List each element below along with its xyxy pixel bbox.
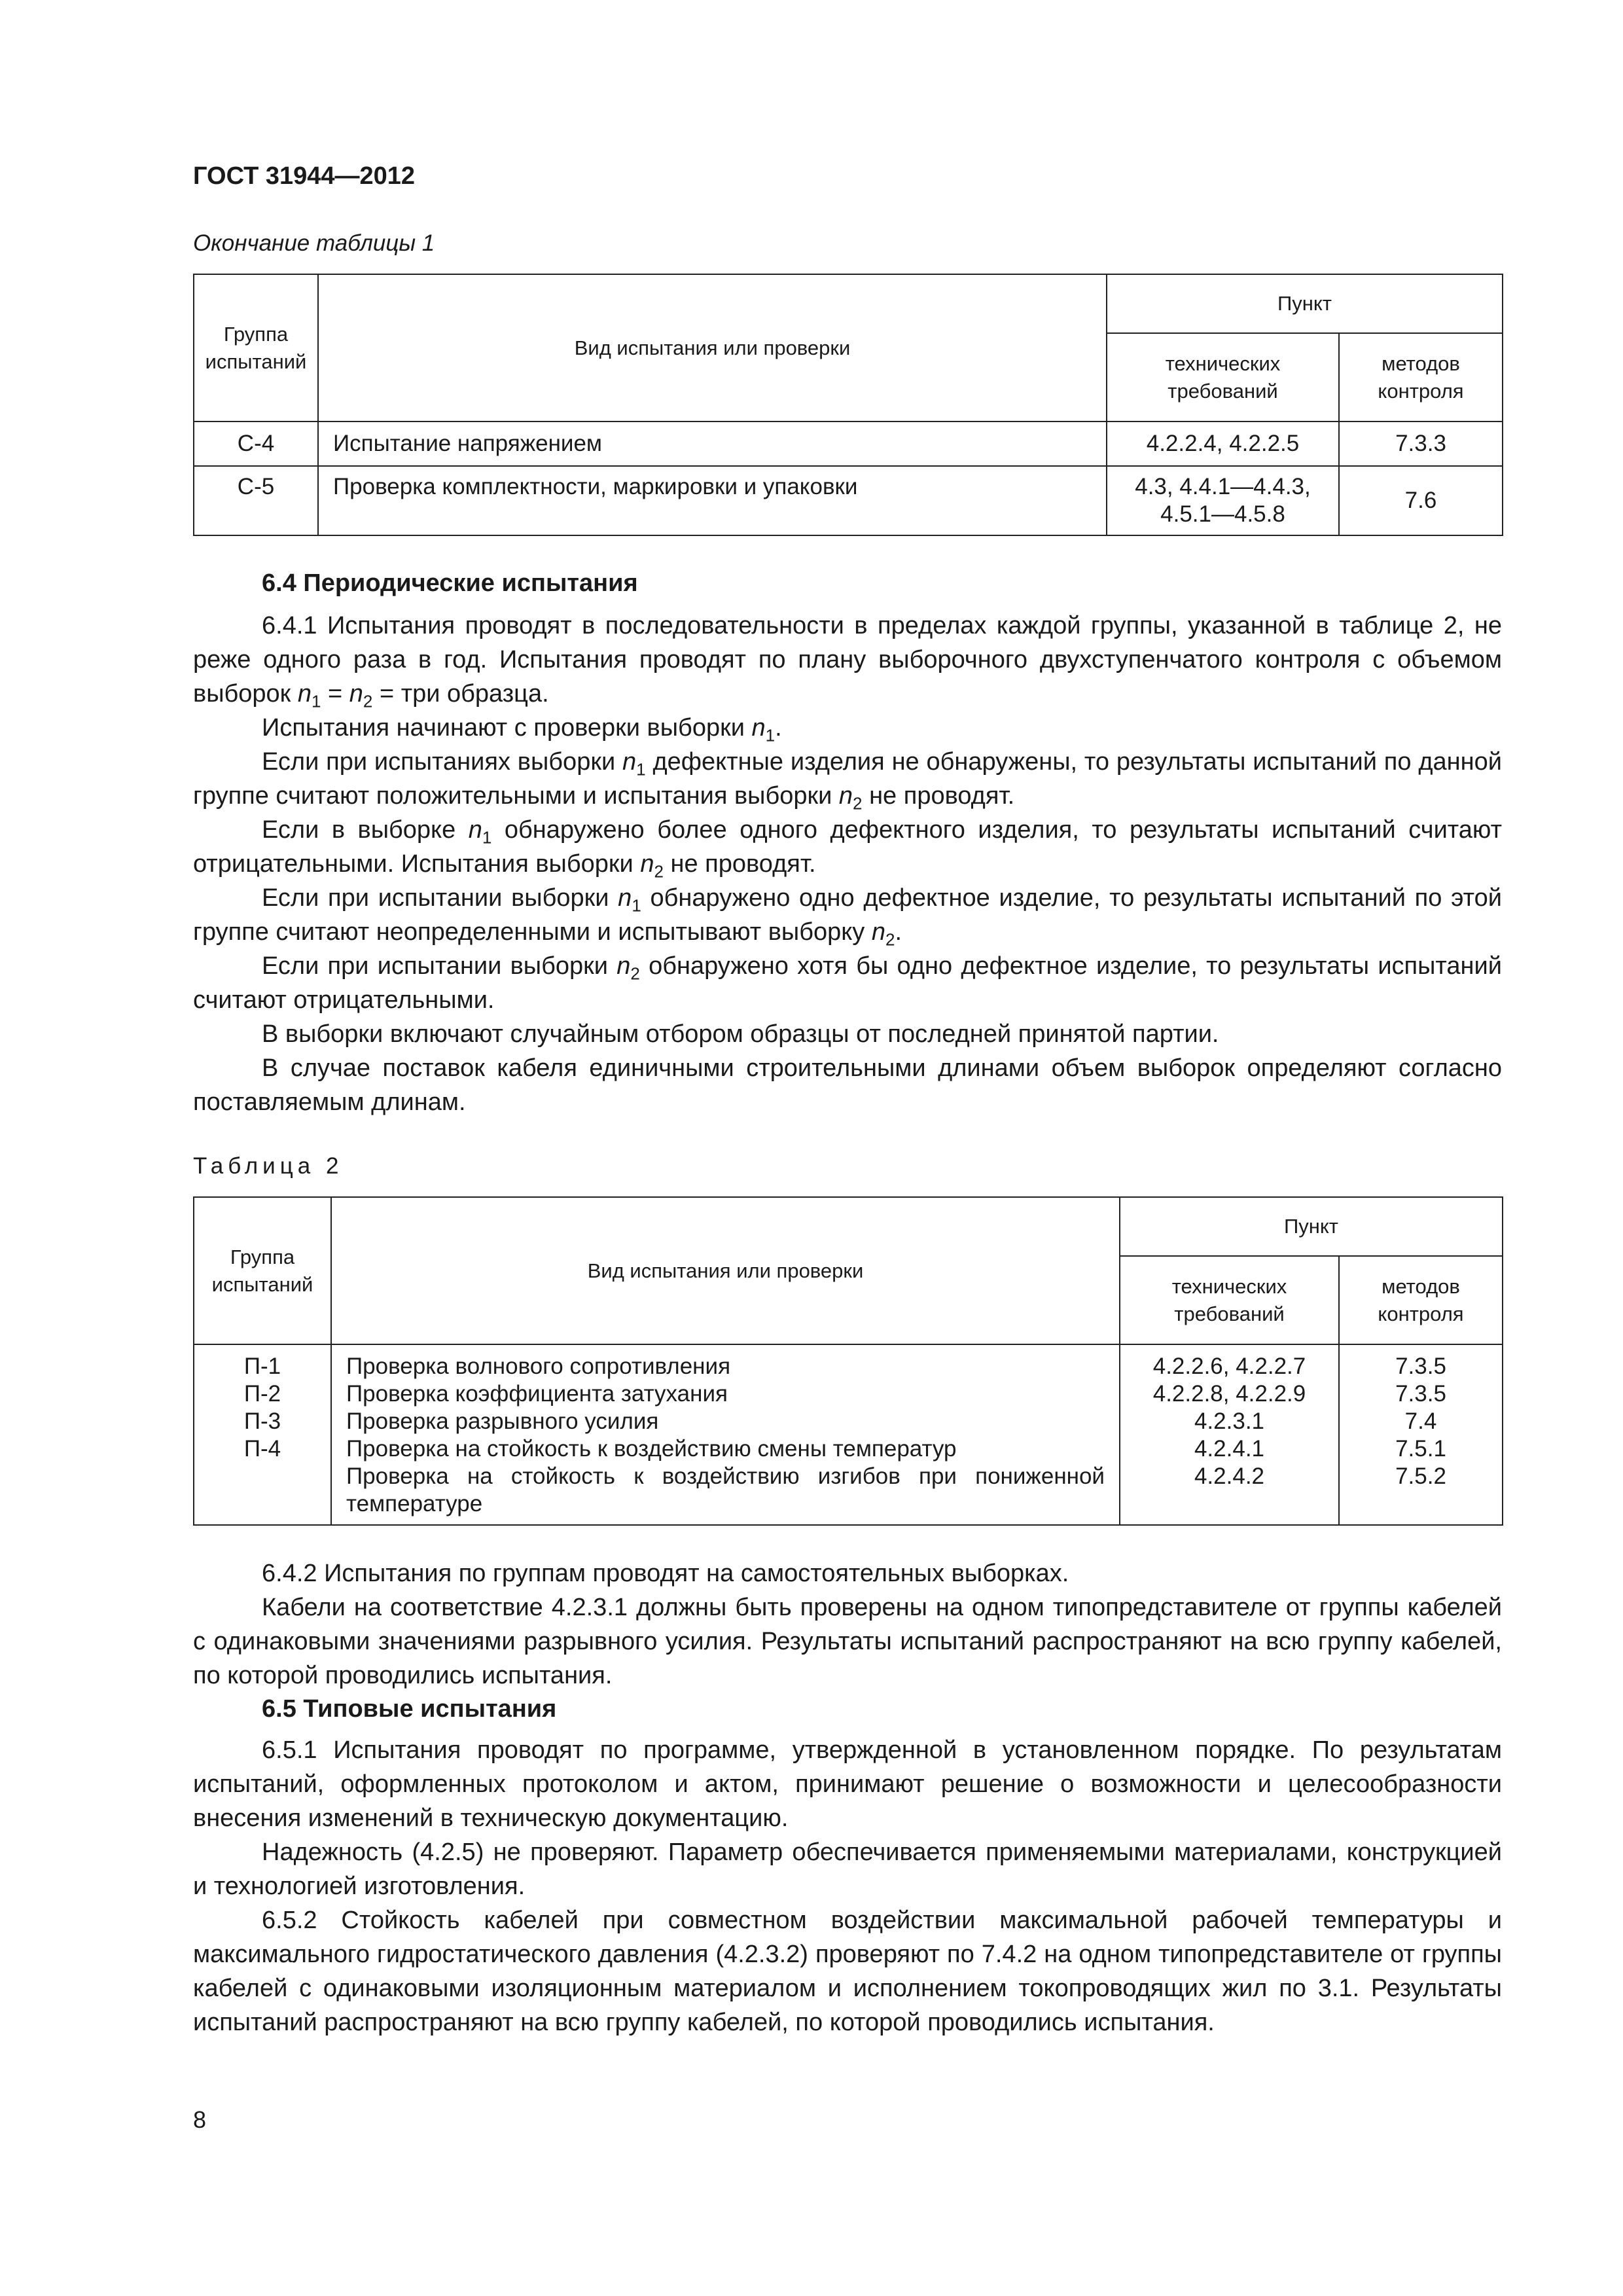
t1-head-tech: технических требований — [1107, 333, 1339, 422]
t2-head-point: Пункт — [1120, 1197, 1503, 1256]
t1-r2-methods: 7.6 — [1339, 466, 1503, 535]
t1-head-point: Пункт — [1107, 274, 1503, 333]
para-6-4-2-cables: Кабели на соответствие 4.2.3.1 должны быть проверены на одном типопредставителе от группы кабелей с одинаковыми значениями разрывного усилия. Результаты испытаний распространяют на всю группу кабелей, по которой проводились испытания. — [193, 1594, 1502, 1689]
t2-head-group: Группа испытаний — [194, 1197, 331, 1344]
t1-head-group: Группа испытаний — [194, 274, 318, 422]
para-6-4-second-sample: Если при испытании выборки $n_2$ обнаружено хотя бы одно дефектное изделие, то результаты испытаний считают отрицательными. — [193, 952, 1502, 1014]
para-6-5-reliability: Надежность (4.2.5) не проверяют. Параметр обеспечивается применяемыми материалами, конструкцией и технологией изготовления. — [193, 1839, 1502, 1900]
para-6-5-2: 6.5.2 Стойкость кабелей при совместном воздействии максимальной рабочей температуры и максимального гидростатического давления (4.2.3.2) проверяют по 7.4.2 на одном типопредставителе от группы кабелей с одинаковыми изоляционным материалом и исполнением токопроводящих жил по 3.1. Результаты испытаний распространяют на всю группу кабелей, по которой проводились испытания. — [193, 1907, 1502, 2036]
para-6-4-2: 6.4.2 Испытания по группам проводят на самостоятельных выборках. — [262, 1560, 1069, 1587]
t1-r1-group: С-4 — [194, 422, 318, 466]
t1-r2-kind: Проверка комплектности, маркировки и упаковки — [318, 466, 1107, 535]
t1-r2-tech: 4.3, 4.4.1—4.4.3, 4.5.1—4.5.8 — [1107, 466, 1339, 535]
table-2 — [193, 1196, 1503, 1526]
t1-r1-tech: 4.2.2.4, 4.2.2.5 — [1107, 422, 1339, 466]
t1-r2-group: С-5 — [194, 466, 318, 535]
t1-head-methods: методов контроля — [1339, 333, 1503, 422]
page-number: 8 — [193, 2106, 207, 2133]
table-row — [194, 466, 1503, 535]
table2-caption: Таблица 2 — [193, 1153, 344, 1179]
para-6-4-undefined: Если при испытании выборки $n_1$ обнаружено одно дефектное изделие, то результаты испытаний по этой группе считают неопределенными и испытывают выборку $n_2$. — [193, 884, 1502, 950]
t2-tech: 4.2.2.6, 4.2.2.7 4.2.2.8, 4.2.2.9 4.2.3.1 4.2.4.1 4.2.4.2 — [1120, 1344, 1339, 1525]
t2-groups: П-1 П-2 П-3 П-4 — [194, 1344, 331, 1525]
para-6-4-positive: Если при испытаниях выборки $n_1$ дефектные изделия не обнаружены, то результаты испытаний по данной группе считают положительными и испытания выборки $n_2$ не проводят. — [193, 748, 1502, 814]
t1-r1-kind: Испытание напряжением — [318, 422, 1107, 466]
table-row — [194, 422, 1503, 466]
t2-head-kind: Вид испытания или проверки — [331, 1197, 1120, 1344]
para-6-4-selection: В выборки включают случайным отбором образцы от последней принятой партии. — [262, 1020, 1219, 1048]
t1-head-kind: Вид испытания или проверки — [318, 274, 1107, 422]
para-6-4-lengths: В случае поставок кабеля единичными строительными длинами объем выборок определяют согласно поставляемым длинам. — [193, 1054, 1502, 1116]
table-1 — [193, 274, 1503, 536]
para-6-4-1: 6.4.1 Испытания проводят в последовательности в пределах каждой группы, указанной в таблице 2, не реже одного раза в год. Испытания проводят по плану выборочного двухступенчатого контроля с объемом выборок $n_1 = n_2$ = три образца. — [193, 612, 1502, 711]
t2-head-methods: методов контроля — [1339, 1256, 1503, 1344]
para-6-4-start: Испытания начинают с проверки выборки $n_1$. — [262, 714, 782, 745]
document-code: ГОСТ 31944—2012 — [193, 162, 416, 190]
para-6-5-1: 6.5.1 Испытания проводят по программе, утвержденной в установленном порядке. По результатам испытаний, оформленных протоколом и актом, принимают решение о возможности и целесообразности внесения изменений в техническую документацию. — [193, 1736, 1502, 1832]
section-6-4-title: 6.4 Периодические испытания — [262, 569, 638, 597]
t1-r1-methods: 7.3.3 — [1339, 422, 1503, 466]
para-6-4-negative: Если в выборке $n_1$ обнаружено более одного дефектного изделия, то результаты испытаний считают отрицательными. Испытания выборки $n_2$ не проводят. — [193, 816, 1502, 882]
table1-caption: Окончание таблицы 1 — [193, 230, 435, 256]
table-row — [194, 1344, 1503, 1525]
t2-head-tech: технических требований — [1120, 1256, 1339, 1344]
section-6-5-title: 6.5 Типовые испытания — [262, 1695, 557, 1723]
t2-methods: 7.3.5 7.3.5 7.4 7.5.1 7.5.2 — [1339, 1344, 1503, 1525]
t2-kinds: Проверка волнового сопротивления Проверка коэффициента затухания Проверка разрывного усилия Проверка на стойкость к воздействию смены температур Проверка на стойкость к воздействию изгибов при пониженной температуре — [331, 1344, 1120, 1525]
